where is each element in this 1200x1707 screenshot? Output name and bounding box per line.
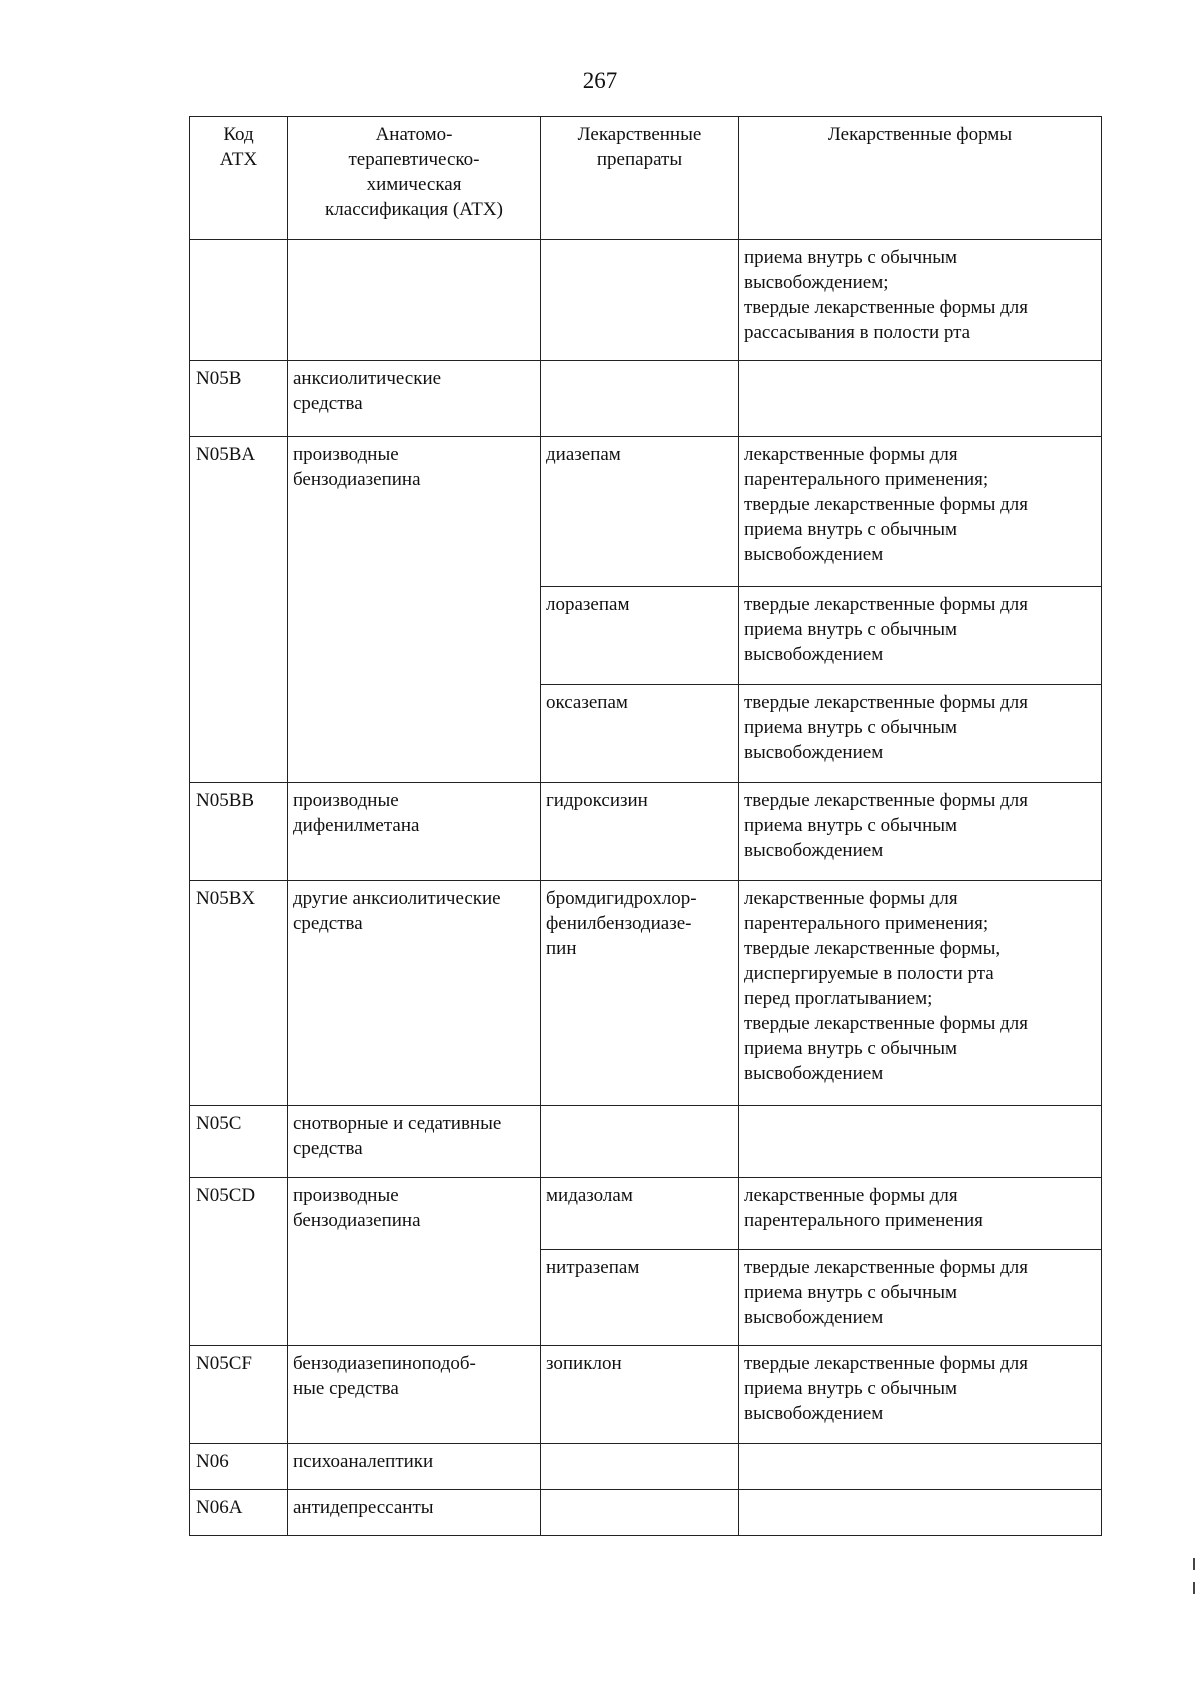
page-number: 267 [582, 68, 618, 93]
atx-code-cell: N05C [190, 1106, 288, 1178]
header-code: Код АТХ [190, 117, 288, 240]
classification-cell [288, 240, 541, 361]
classification-cell: психоаналептики [288, 1444, 541, 1490]
drug-cell [541, 361, 739, 437]
atx-code-cell: N05BX [190, 881, 288, 1106]
forms-cell: твердые лекарственные формы для приема внутрь с обычным высвобождением [739, 1250, 1102, 1346]
classification-cell: снотворные и седативные средства [288, 1106, 541, 1178]
drug-cell [541, 1106, 739, 1178]
classification-cell: производные бензодиазепина [288, 1178, 541, 1346]
classification-cell: другие анксиолитические средства [288, 881, 541, 1106]
header-classification: Анатомо- терапевтическо- химическая классификация (АТХ) [288, 117, 541, 240]
drug-cell [541, 1490, 739, 1536]
table-row [190, 437, 1102, 587]
forms-cell [739, 1106, 1102, 1178]
atx-code-cell [190, 240, 288, 361]
classification-cell: бензодиазепиноподоб- ные средства [288, 1346, 541, 1444]
header-drugs: Лекарственные препараты [541, 117, 739, 240]
drug-cell: диазепам [541, 437, 739, 587]
forms-cell: твердые лекарственные формы для приема внутрь с обычным высвобождением [739, 783, 1102, 881]
forms-cell [739, 361, 1102, 437]
drug-cell [541, 1444, 739, 1490]
atx-code-cell: N06 [190, 1444, 288, 1490]
classification-cell: антидепрессанты [288, 1490, 541, 1536]
drug-cell: нитразепам [541, 1250, 739, 1346]
forms-cell: твердые лекарственные формы для приема внутрь с обычным высвобождением [739, 1346, 1102, 1444]
forms-cell: лекарственные формы для парентерального применения; твердые лекарственные формы для приема внутрь с обычным высвобождением [739, 437, 1102, 587]
atx-code-cell: N06A [190, 1490, 288, 1536]
table-row [190, 361, 1102, 437]
forms-cell [739, 1444, 1102, 1490]
table-row [190, 783, 1102, 881]
header-forms: Лекарственные формы [739, 117, 1102, 240]
table-row [190, 881, 1102, 1106]
atx-table [189, 116, 1102, 1536]
drug-cell [541, 240, 739, 361]
classification-cell: анксиолитические средства [288, 361, 541, 437]
table-row [190, 1178, 1102, 1250]
table-row [190, 240, 1102, 361]
classification-cell: производные дифенилметана [288, 783, 541, 881]
drug-cell: гидроксизин [541, 783, 739, 881]
classification-cell: производные бензодиазепина [288, 437, 541, 783]
atx-code-cell: N05B [190, 361, 288, 437]
drug-cell: оксазепам [541, 685, 739, 783]
scan-margin-marks [1193, 1558, 1195, 1606]
table-row [190, 1444, 1102, 1490]
drug-cell: лоразепам [541, 587, 739, 685]
drug-cell: бромдигидрохлор- фенилбензодиазе- пин [541, 881, 739, 1106]
forms-cell [739, 1490, 1102, 1536]
atx-code-cell: N05CD [190, 1178, 288, 1346]
table-row [190, 1346, 1102, 1444]
forms-cell: приема внутрь с обычным высвобождением; твердые лекарственные формы для рассасывания в полости рта [739, 240, 1102, 361]
table-row [190, 1490, 1102, 1536]
forms-cell: лекарственные формы для парентерального применения [739, 1178, 1102, 1250]
atx-code-cell: N05BB [190, 783, 288, 881]
table-header-row [190, 117, 1102, 240]
forms-cell: твердые лекарственные формы для приема внутрь с обычным высвобождением [739, 587, 1102, 685]
drug-cell: зопиклон [541, 1346, 739, 1444]
atx-code-cell: N05CF [190, 1346, 288, 1444]
forms-cell: твердые лекарственные формы для приема внутрь с обычным высвобождением [739, 685, 1102, 783]
table-row [190, 1106, 1102, 1178]
atx-code-cell: N05BA [190, 437, 288, 783]
drug-cell: мидазолам [541, 1178, 739, 1250]
forms-cell: лекарственные формы для парентерального применения; твердые лекарственные формы, диспергируемые в полости рта перед проглатыванием; твердые лекарственные формы для приема внутрь с обычным высвобождением [739, 881, 1102, 1106]
